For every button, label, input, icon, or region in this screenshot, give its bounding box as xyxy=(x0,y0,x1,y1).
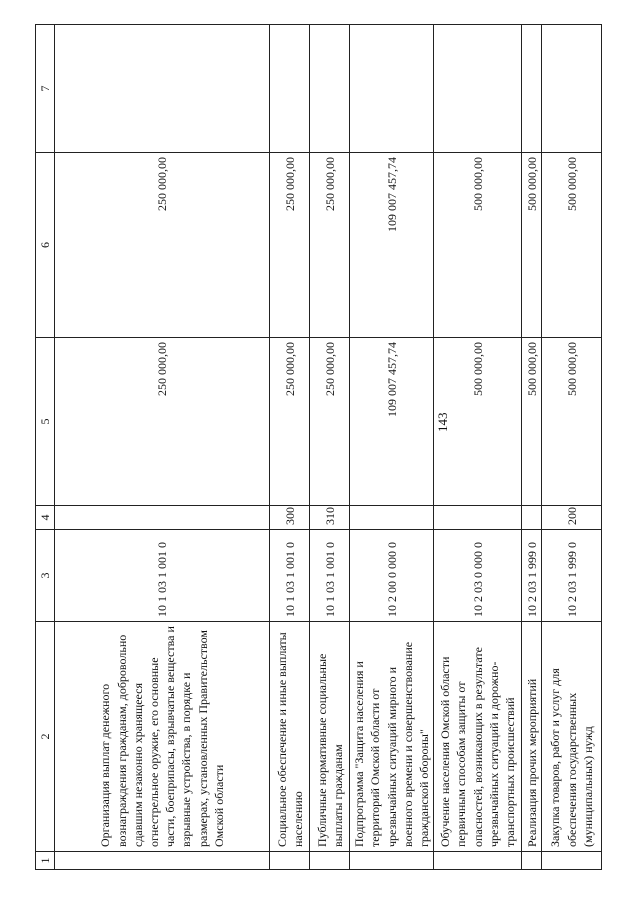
table-row xyxy=(350,25,434,870)
col7-cell xyxy=(522,25,542,153)
row-index-cell xyxy=(55,852,270,870)
target-article-code: 10 1 03 1 001 0 xyxy=(270,530,310,622)
amount-col5: 500 000,00 xyxy=(542,338,602,506)
expense-type-code xyxy=(434,506,522,530)
expense-type-code: 200 xyxy=(542,506,602,530)
amount-col5: 250 000,00 xyxy=(55,338,270,506)
amount-col5: 250 000,00 xyxy=(270,338,310,506)
col7-cell xyxy=(434,25,522,153)
amount-col6: 500 000,00 xyxy=(542,153,602,338)
row-name: Реализация прочих мероприятий xyxy=(522,622,542,852)
row-name: Организация выплат денежного вознаграждения гражданам, добровольно сдавшим незаконно хранящееся огнестрельное оружие, его основные части, боеприпасы, взрывчатые вещества и взрывные устройства, в порядке и размерах, установленных Правительством Омской области xyxy=(55,622,270,852)
row-name: Закупка товаров, работ и услуг для обеспечения государственных (муниципальных) нужд xyxy=(542,622,602,852)
amount-col5: 250 000,00 xyxy=(310,338,350,506)
col-header-2: 2 xyxy=(36,622,55,852)
col7-cell xyxy=(542,25,602,153)
target-article-code: 10 2 03 1 999 0 xyxy=(522,530,542,622)
row-name: Обучение населения Омской области первичным способам защиты от опасностей, возникающих в результате чрезвычайных ситуаций и дорожно-транспортных происшествий xyxy=(434,622,522,852)
header-row xyxy=(36,25,55,870)
target-article-code: 10 2 00 0 000 0 xyxy=(350,530,434,622)
row-index-cell xyxy=(542,852,602,870)
col-header-3: 3 xyxy=(36,530,55,622)
target-article-code: 10 2 03 1 999 0 xyxy=(542,530,602,622)
col7-cell xyxy=(55,25,270,153)
col-header-4: 4 xyxy=(36,506,55,530)
page-number: 143 xyxy=(435,412,450,432)
row-name: Подпрограмма "Защита населения и территорий Омской области от чрезвычайных ситуаций мирного и военного времени и совершенствование гражданской обороны" xyxy=(350,622,434,852)
col-header-7: 7 xyxy=(36,25,55,153)
col7-cell xyxy=(270,25,310,153)
table-row xyxy=(55,25,270,870)
row-name: Социальное обеспечение и иные выплаты населению xyxy=(270,622,310,852)
col7-cell xyxy=(350,25,434,153)
expense-type-code xyxy=(350,506,434,530)
expense-type-code: 310 xyxy=(310,506,350,530)
row-index-cell xyxy=(310,852,350,870)
amount-col6: 250 000,00 xyxy=(55,153,270,338)
amount-col6: 250 000,00 xyxy=(310,153,350,338)
amount-col5: 500 000,00 xyxy=(522,338,542,506)
expense-type-code xyxy=(522,506,542,530)
col-header-6: 6 xyxy=(36,153,55,338)
col-header-5: 5 xyxy=(36,338,55,506)
row-name: Публичные нормативные социальные выплаты гражданам xyxy=(310,622,350,852)
expense-type-code xyxy=(55,506,270,530)
budget-table xyxy=(35,24,602,870)
row-index-cell xyxy=(350,852,434,870)
target-article-code: 10 1 03 1 001 0 xyxy=(310,530,350,622)
row-index-cell xyxy=(434,852,522,870)
amount-col6: 500 000,00 xyxy=(522,153,542,338)
amount-col6: 250 000,00 xyxy=(270,153,310,338)
row-index-cell xyxy=(522,852,542,870)
table-row xyxy=(542,25,602,870)
amount-col5: 500 000,00 xyxy=(434,338,522,506)
col-header-1: 1 xyxy=(36,852,55,870)
col7-cell xyxy=(310,25,350,153)
row-index-cell xyxy=(270,852,310,870)
expense-type-code: 300 xyxy=(270,506,310,530)
amount-col5: 109 007 457,74 xyxy=(350,338,434,506)
table-row xyxy=(434,25,522,870)
amount-col6: 109 007 457,74 xyxy=(350,153,434,338)
target-article-code: 10 2 03 0 000 0 xyxy=(434,530,522,622)
target-article-code: 10 1 03 1 001 0 xyxy=(55,530,270,622)
rotated-page xyxy=(35,25,595,870)
amount-col6: 500 000,00 xyxy=(434,153,522,338)
table-row xyxy=(522,25,542,870)
table-row xyxy=(270,25,310,870)
table-row xyxy=(310,25,350,870)
